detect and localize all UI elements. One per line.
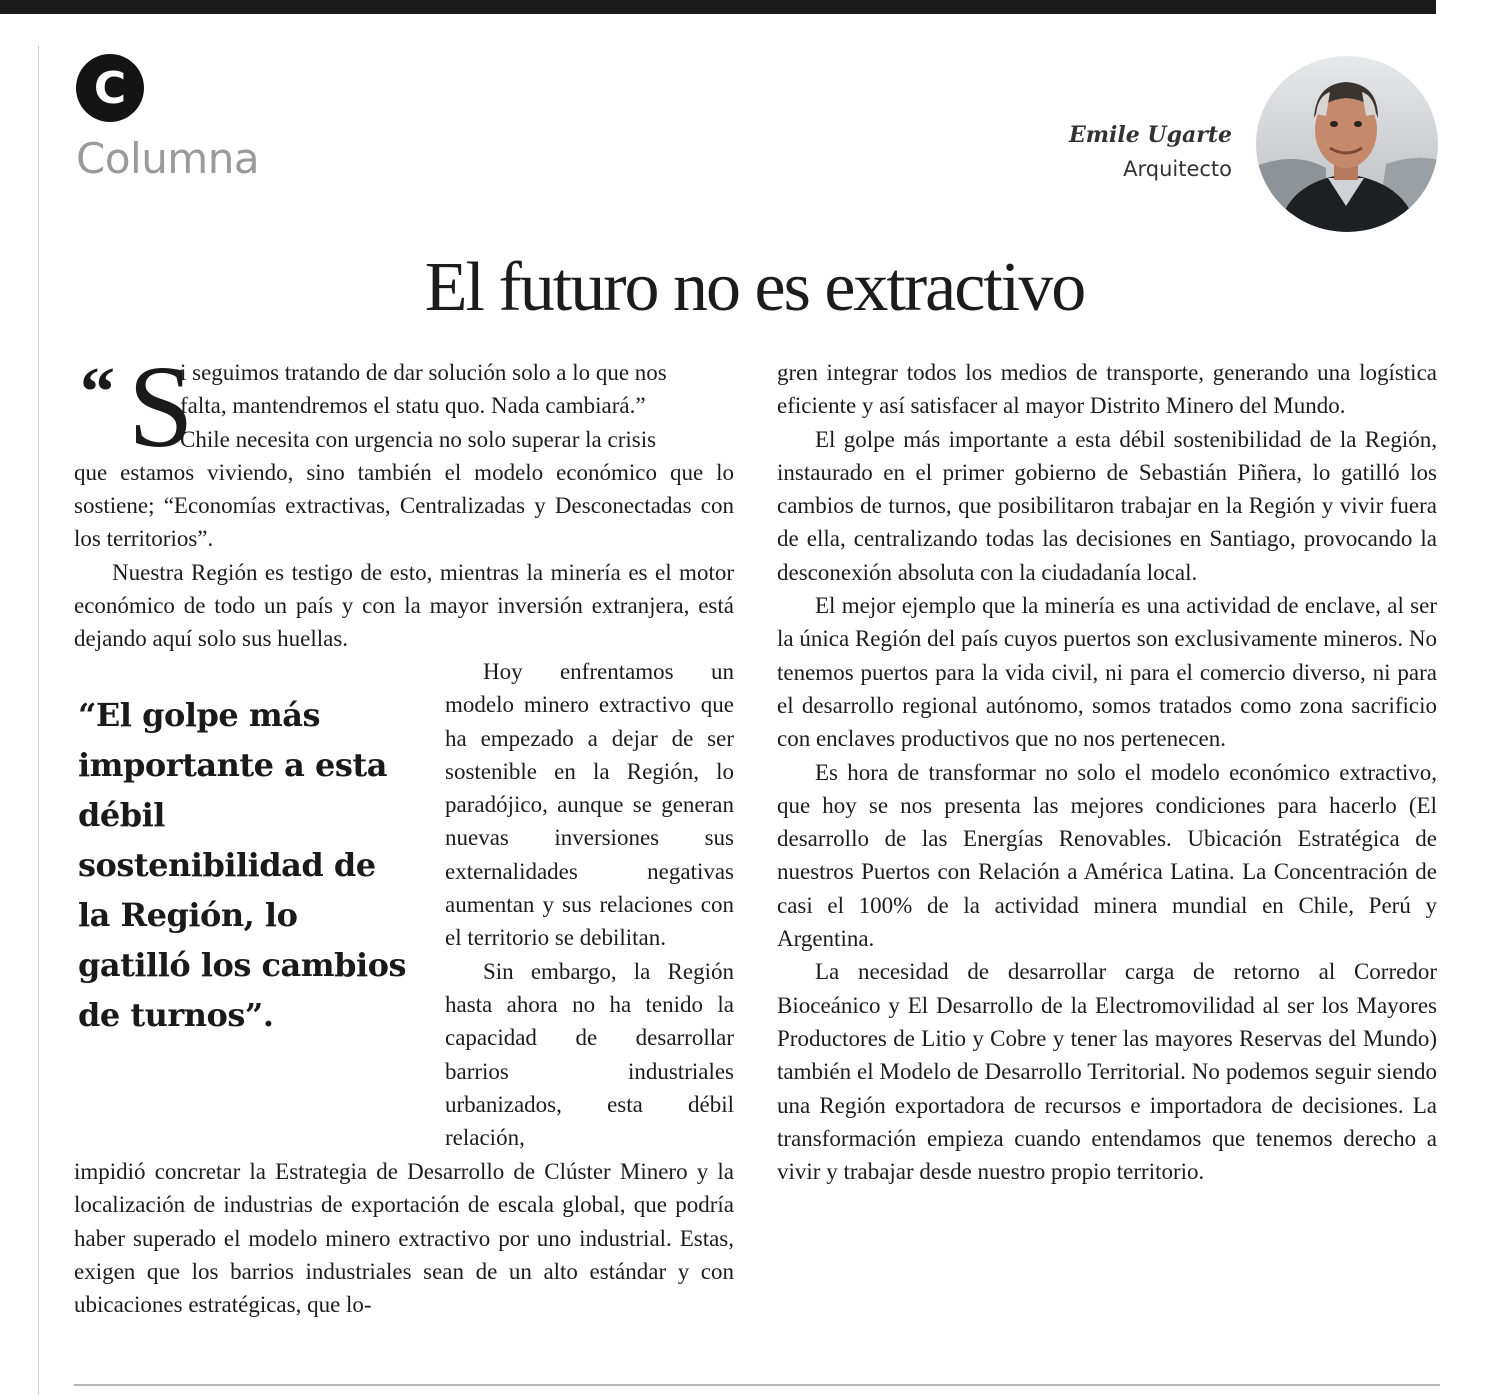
lead-line-2: falta, mantendremos el statu quo. Nada cambiará.”	[180, 393, 646, 419]
headline: El futuro no es extractivo	[424, 249, 1085, 326]
paragraph: impidió concretar la Estrategia de Desarrollo de Clúster Minero y la localización de industrias de exportación de escala global, que podría haber superado el modelo minero extractivo por uno industrial. Estas, exigen que los barrios industriales sean de un alto estándar y con ubicaciones estratégicas, que lo-	[74, 1159, 734, 1318]
bottom-rule	[74, 1384, 1440, 1386]
column-2	[777, 356, 1437, 1188]
paragraph: La necesidad de desarrollar carga de retorno al Corredor Bioceánico y El Desarrollo de la Electromovilidad al ser los Mayores Productores de Litio y Cobre y tener las mayores Reservas del Mundo) también el Modelo de Desarrollo Territorial. No podemos seguir siendo una Región exportadora de recursos e importadora de decisiones. La transformación empieza cuando entendamos que tenemos derecho a vivir y trabajar desde nuestro propio territorio.	[777, 959, 1437, 1185]
paragraph: Hoy enfrentamos un modelo minero extractivo que ha empezado a dejar de ser sostenible en la Región, lo paradójico, aunque se generan nuevas inversiones sus externalidades negativas aumentan y sus relaciones con el territorio se debilitan.	[445, 659, 734, 951]
lead-line-3: Chile necesita con urgencia no solo superar la crisis	[180, 426, 657, 452]
column-1-top	[74, 356, 734, 656]
author-portrait-icon	[1256, 56, 1438, 232]
lead-line-1: i seguimos tratando de dar solución solo a lo que nos	[180, 360, 667, 385]
column-1-bottom	[74, 1155, 734, 1321]
paragraph: El mejor ejemplo que la minería es una actividad de enclave, al ser la única Región del país cuyos puertos son exclusivamente mineros. No tenemos puertos para la vida civil, ni para el comercio diverso, ni para el desarrollo regional autónomo, somos tratados como zona sacrificio con enclaves productivos que no nos pertenecen.	[777, 593, 1437, 752]
column-1-narrow	[445, 655, 734, 1154]
section-badge-letter: C	[93, 62, 127, 114]
paragraph: Es hora de transformar no solo el modelo económico extractivo, que hoy se nos presenta las mejores condiciones para hacerlo (El desarrollo de las Energías Renovables. Ubicación Estratégica de nuestros Puertos con Relación a América Latina. La Concentración de casi el 100% de la actividad minera mundial en Chile, Perú y Argentina.	[777, 759, 1437, 952]
open-quote-mark: “	[80, 354, 115, 431]
drop-cap: S	[128, 341, 194, 472]
paragraph: El golpe más importante a esta débil sostenibilidad de la Región, instaurado en el primer gobierno de Sebastián Piñera, lo gatilló los cambios de turnos, que posibilitaron trabajar en la Región y vivir fuera de ella, centralizando todas las decisiones en Santiago, provocando la desconexión absoluta con la ciudadanía local.	[777, 426, 1437, 585]
section-badge-icon	[76, 54, 144, 122]
paragraph: gren integrar todos los medios de transporte, generando una logística eficiente y así satisfacer al mayor Distrito Minero del Mundo.	[777, 360, 1437, 419]
author-photo	[1256, 56, 1438, 232]
paragraph: Sin embargo, la Región hasta ahora no ha tenido la capacidad de desarrollar barrios industriales urbanizados, esta débil relación,	[445, 958, 734, 1151]
pull-quote: “El golpe más importante a esta débil sostenibilidad de la Región, lo gatilló los cambios de turnos”.	[78, 696, 406, 1034]
author-name: Emile Ugarte	[1069, 122, 1232, 148]
top-rule-bar	[0, 0, 1436, 14]
paragraph: Nuestra Región es testigo de esto, mientras la minería es el motor económico de todo un país y con la mayor inversión extranjera, está dejando aquí solo sus huellas.	[74, 559, 734, 652]
paragraph: que estamos viviendo, sino también el modelo económico que lo sostiene; “Economías extractivas, Centralizadas y Desconectadas con los territorios”.	[74, 459, 734, 552]
section-label: Columna	[76, 134, 260, 183]
author-role: Arquitecto	[1123, 157, 1232, 181]
